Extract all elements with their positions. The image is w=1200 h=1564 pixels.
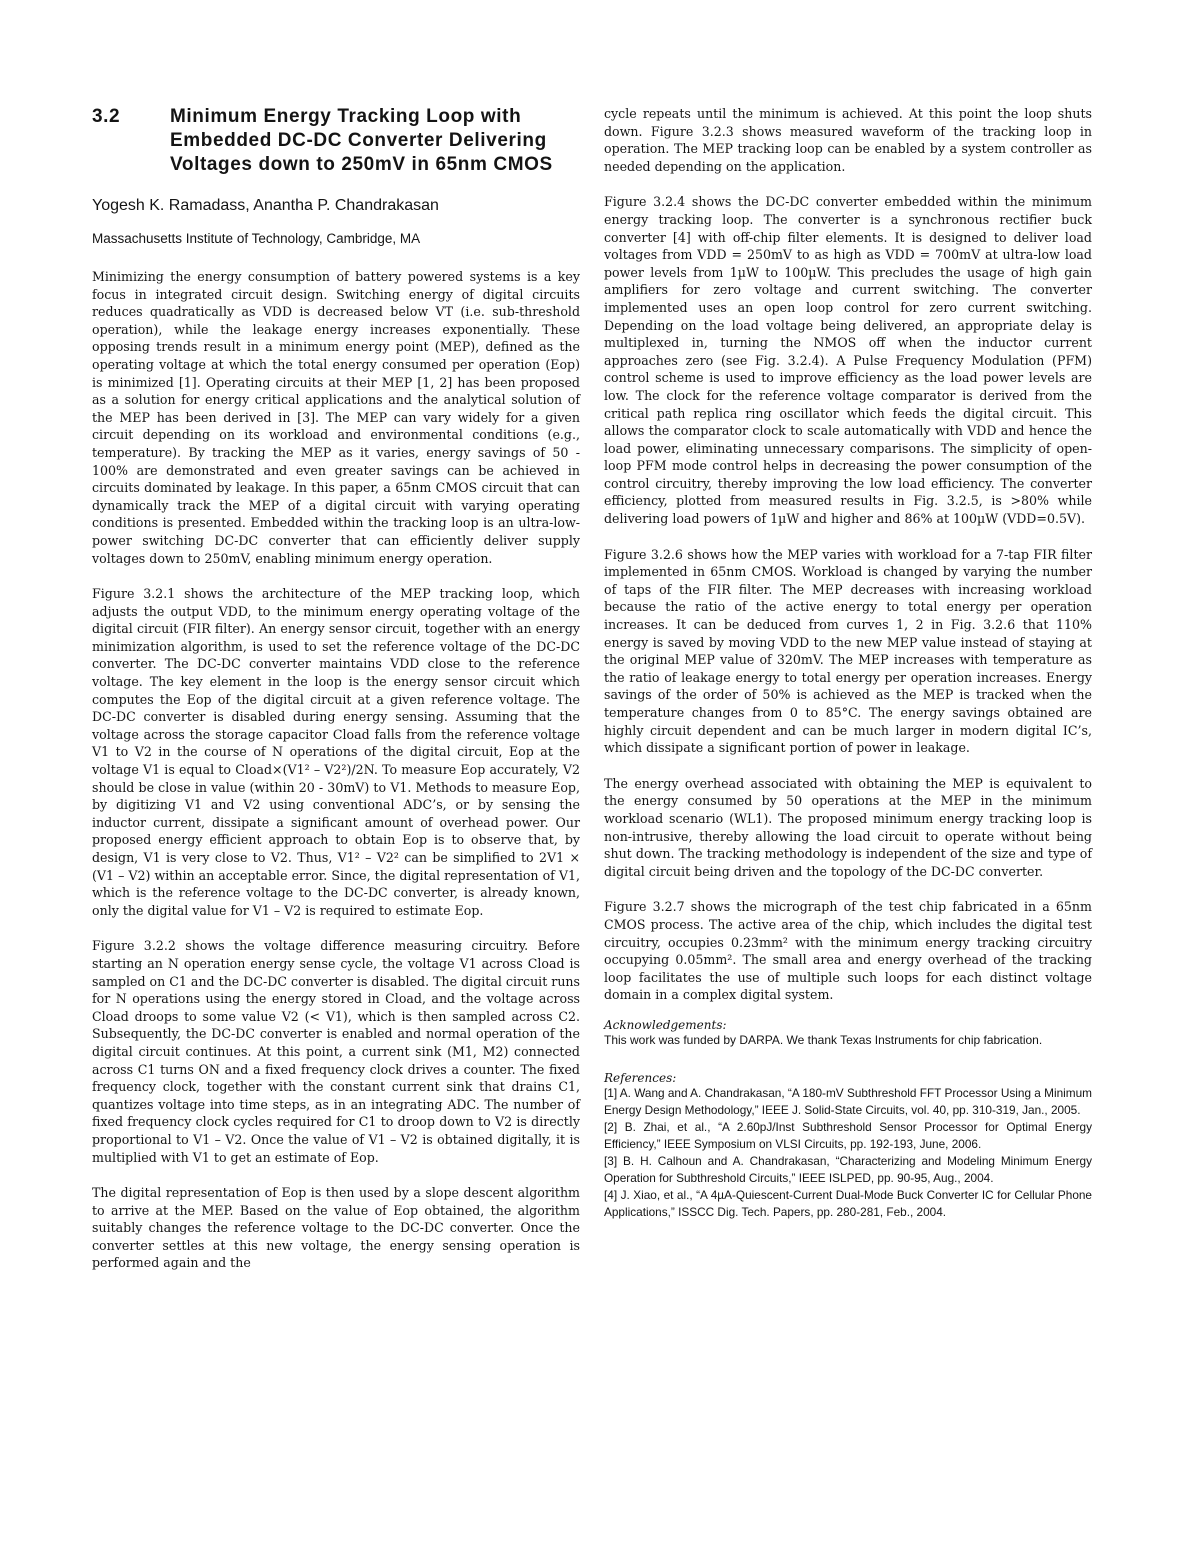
paragraph-mep-workload: Figure 3.2.6 shows how the MEP varies with workload for a 7-tap FIR filter implemented in 65nm CMOS. Workload is changed by varying the number of taps of the FIR filter. The MEP decreases with increasing workload because the ratio of the active energy to total energy per operation increases. It can be deduced from curves 1, 2 in Fig. 3.2.6 that 110% energy is saved by moving VDD to the new MEP value instead of staying at the original MEP value of 320mV. The MEP increases with temperature as the ratio of leakage energy to total energy per operation increases. Energy savings of the order of 50% is achieved as the MEP is tracked when the temperature changes from 0 to 85°C. The energy savings obtained are highly circuit dependent and can be much larger in modern digital IC’s, which dissipate a significant portion of power in leakage. (604, 546, 1092, 756)
section-header (92, 105, 580, 177)
paper-title: Minimum Energy Tracking Loop with Embedded DC-DC Converter Delivering Voltages down to 250mV in 65nm CMOS (170, 106, 553, 175)
reference-2: [2] B. Zhai, et al., “A 2.60pJ/Inst Subthreshold Sensor Processor for Optimal Energy Efficiency,” IEEE Symposium on VLSI Circuits, pp. 192-193, June, 2006. (604, 1119, 1092, 1151)
paragraph-dcdc-converter: Figure 3.2.4 shows the DC-DC converter embedded within the minimum energy tracking loop. The converter is a synchronous rectifier buck converter [4] with off-chip filter elements. It is designed to deliver load voltages from VDD = 250mV to as high as VDD = 700mV at ultra-low load power levels from 1µW to 100µW. This precludes the usage of high gain amplifiers for zero voltage and current switching. The converter implemented uses an open loop control for zero current switching. Depending on the load voltage being delivered, an appropriate delay is multiplexed in, turning the NMOS off when the inductor current approaches zero (see Fig. 3.2.4). A Pulse Frequency Modulation (PFM) control scheme is used to improve efficiency as the load power levels are low. The clock for the reference voltage comparator is derived from the critical path replica ring oscillator which feeds the digital circuit. This allows the comparator clock to scale automatically with VDD and hence the load power, eliminating unnecessary comparisons. The simplicity of open-loop PFM mode control helps in decreasing the power consumption of the control circuitry, thereby improving the low load efficiency. The converter efficiency, plotted from measured results in Fig. 3.2.5, is >80% while delivering load powers of 1µW and higher and 86% at 100µW (VDD=0.5V). (604, 194, 1092, 527)
reference-3: [3] B. H. Calhoun and A. Chandrakasan, “Characterizing and Modeling Minimum Energy Operation for Subthreshold Circuits,” IEEE ISLPED, pp. 90-95, Aug., 2004. (604, 1153, 1092, 1185)
acknowledgements-heading: Acknowledgements: (604, 1017, 727, 1032)
paragraph-slope-descent: The digital representation of Eop is then used by a slope descent algorithm to arrive at the MEP. Based on the value of Eop obtained, the algorithm suitably changes the reference voltage to the DC-DC converter. Once the converter settles at this new voltage, the energy sensing operation is performed again and the (92, 1185, 580, 1271)
authors: Yogesh K. Ramadass, Anantha P. Chandrakasan (92, 197, 439, 214)
paragraph-voltage-difference: Figure 3.2.2 shows the voltage difference measuring circuitry. Before starting an N operation energy sense cycle, the voltage V1 across Cload is sampled on C1 and the DC-DC converter is disabled. The digital circuit runs for N operations using the energy stored in Cload, and the voltage across Cload droops to some value V2 (< V1), which is then sampled across C2. Subsequently, the DC-DC converter is enabled and normal operation of the digital circuit continues. At this point, a current sink (M1, M2) connected across C1 turns ON and a fixed frequency clock drives a counter. The fixed frequency clock, together with the constant current sink that drains C1, quantizes voltage into time steps, as in an integrating ADC. The number of fixed frequency clock cycles required for C1 to droop down to V2 is directly proportional to V1 – V2. Once the value of V1 – V2 is obtained digitally, it is multiplied with V1 to get an estimate of Eop. (92, 938, 580, 1165)
paragraph-architecture: Figure 3.2.1 shows the architecture of the MEP tracking loop, which adjusts the output VDD, to the minimum energy operating voltage of the digital circuit (FIR filter). An energy sensor circuit, together with an energy minimization algorithm, is used to set the reference voltage of the DC-DC converter. The DC-DC converter maintains VDD close to the reference voltage. The key element in the loop is the energy sensor circuit which computes the Eop of the digital circuit at a given reference voltage. The DC-DC converter is disabled during energy sensing. Assuming that the voltage across the storage capacitor Cload falls from the reference voltage V1 to V2 in the course of N operations of the digital circuit, Eop at the voltage V1 is equal to Cload×(V1² – V2²)/2N. To measure Eop accurately, V2 should be close in value (within 20 - 30mV) to V1. Methods to measure Eop, by digitizing V1 and V2 using conventional ADC’s, or by sensing the inductor current, dissipate a significant amount of overhead power. Our proposed energy efficient approach to obtain Eop is to observe that, by design, V1 is very close to V2. Thus, V1² – V2² can be simplified to 2V1 × (V1 – V2) within an acceptable error. Since, the digital representation of V1, which is the reference voltage to the DC-DC converter, is already known, only the digital value for V1 – V2 is required to estimate Eop. (92, 586, 580, 918)
section-number: 3.2 (92, 106, 121, 127)
paragraph-micrograph: Figure 3.2.7 shows the micrograph of the test chip fabricated in a 65nm CMOS process. The active area of the chip, which includes the digital test circuitry, occupies 0.23mm² with the minimum energy tracking circuitry occupying 0.05mm². The small area and energy overhead of the tracking loop facilitates the use of multiple such loops for each distinct voltage domain in a complex digital system. (604, 899, 1092, 1003)
reference-4: [4] J. Xiao, et al., “A 4µA-Quiescent-Current Dual-Mode Buck Converter IC for Cellular Phone Applications,” ISSCC Dig. Tech. Papers, pp. 280-281, Feb., 2004. (604, 1187, 1092, 1219)
affiliation: Massachusetts Institute of Technology, Cambridge, MA (92, 231, 421, 246)
paragraph-intro: Minimizing the energy consumption of battery powered systems is a key focus in integrated circuit design. Switching energy of digital circuits reduces quadratically as VDD is decreased below VT (i.e. sub-threshold operation), while the leakage energy increases exponentially. These opposing trends result in a minimum energy point (MEP), defined as the operating voltage at which the total energy consumed per operation (Eop) is minimized [1]. Operating circuits at their MEP [1, 2] has been proposed as a solution for energy critical applications and the analytical solution of the MEP has been derived in [3]. The MEP can vary widely for a given circuit depending on its workload and environmental conditions (e.g., temperature). By tracking the MEP as it varies, energy savings of 50 - 100% are demonstrated and even greater savings can be achieved in circuits dominated by leakage. In this paper, a 65nm CMOS circuit that can dynamically track the MEP of a digital circuit with varying operating conditions is presented. Embedded within the tracking loop is an ultra-low-power switching DC-DC converter that can efficiently deliver supply voltages down to 250mV, enabling minimum energy operation. (92, 269, 580, 566)
left-column (92, 105, 580, 1272)
paragraph-cycle-repeats: cycle repeats until the minimum is achieved. At this point the loop shuts down. Figure 3.2.3 shows measured waveform of the tracking loop in operation. The MEP tracking loop can be enabled by a system controller as needed depending on the application. (604, 106, 1092, 174)
paragraph-energy-overhead: The energy overhead associated with obtaining the MEP is equivalent to the energy consumed by 50 operations at the MEP in the minimum workload scenario (WL1). The proposed minimum energy tracking loop is non-intrusive, thereby allowing the load circuit to operate without being shut down. The tracking methodology is independent of the size and type of digital circuit being driven and the topology of the DC-DC converter. (604, 775, 1092, 879)
acknowledgements-text: This work was funded by DARPA. We thank Texas Instruments for chip fabrication. (604, 1032, 1043, 1047)
reference-1: [1] A. Wang and A. Chandrakasan, “A 180-mV Subthreshold FFT Processor Using a Minimum Energy Design Methodology,” IEEE J. Solid-State Circuits, vol. 40, pp. 310-319, Jan., 2005. (604, 1085, 1092, 1117)
right-column (604, 105, 1092, 1221)
references-heading: References: (604, 1070, 677, 1085)
